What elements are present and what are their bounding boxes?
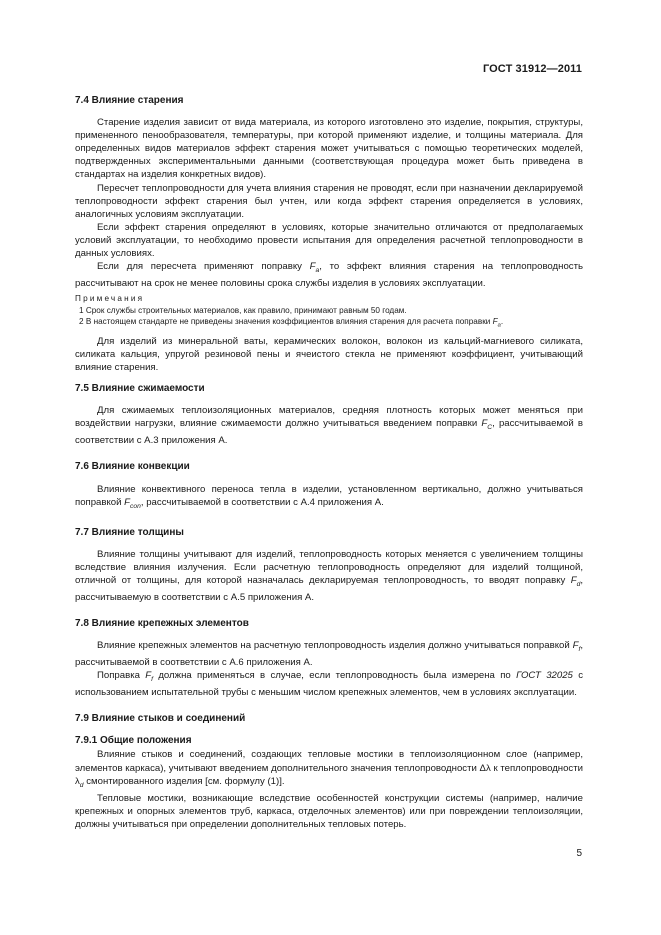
paragraph: Для изделий из минеральной ваты, керамических волокон, волокон из кальций-магниевого силиката, силиката кальция, упругой резиновой пены и ячеистого стекла не применяют коэффициент, учитывающий влияние старения. xyxy=(75,335,583,374)
standard-reference: ГОСТ 32025 xyxy=(516,670,573,682)
notes-block xyxy=(75,293,583,332)
paragraph: Влияние конвективного переноса тепла в изделии, установленном вертикально, должно учитываться поправкой $F_{con}$, рассчитываемой в соответствии с А.4 приложения А. xyxy=(75,483,583,510)
symbol-f-f: $F_f$ xyxy=(145,670,154,684)
paragraph: Тепловые мостики, возникающие вследствие особенностей конструкции системы (например, наличие крепежных и опорных элементов труб, каркаса, отделочных элементов) или при повреждении теплоизоляции, должны учитываться при определении дополнительных тепловых потерь. xyxy=(75,792,583,830)
section-heading: 7.5 Влияние сжимаемости xyxy=(75,383,205,395)
symbol-f-a: $F_a$ xyxy=(309,261,320,275)
section-7-9 xyxy=(75,712,583,831)
section-7-8 xyxy=(75,617,583,699)
notes-title: Примечания xyxy=(75,294,145,304)
symbol-f-con: $F_{con}$ xyxy=(124,496,141,510)
page-content xyxy=(75,94,583,844)
section-heading: 7.9 Влияние стыков и соединений xyxy=(75,713,246,725)
paragraph: Влияние крепежных элементов на расчетную теплопроводность изделия должно учитываться поправкой $F_f$, рассчитываемой в соответствии с А.6 приложения А. xyxy=(75,640,583,669)
symbol-f-a: $F_a$ xyxy=(492,317,501,329)
section-7-5 xyxy=(75,382,583,447)
document-header: ГОСТ 31912—2011 xyxy=(482,63,582,75)
note-item: 2 В настоящем стандарте не приведены значения коэффициентов влияния старения для расчета поправки $F_a$. xyxy=(79,317,504,329)
symbol-f-d: $F_d$ xyxy=(570,574,581,588)
paragraph: Влияние толщины учитывают для изделий, теплопроводность которых меняется с увеличением толщины вследствие влияния излучения. Если расчетную теплопроводность определяют для изделий толщиной, отличной от толщины, для которой назначалась декларируемая теплопроводность, то вводят поправку $F_d$, рассчитываемую в соответствии с А.5 приложения А. xyxy=(75,548,583,603)
paragraph: Если эффект старения определяют в условиях, которые значительно отличаются от предполагаемых условий эксплуатации, то необходимо провести испытания для определения расчетной теплопроводности в данных условиях. xyxy=(75,221,583,260)
section-heading: 7.4 Влияние старения xyxy=(75,95,184,106)
paragraph: Для сжимаемых теплоизоляционных материалов, средняя плотность которых может меняться при воздействии нагрузки, влияние сжимаемости должно учитываться введением поправки $F_C$, рассчитываемой в соответствии с А.3 приложения А. xyxy=(75,405,583,447)
section-7-4 xyxy=(75,94,583,374)
page-number: 5 xyxy=(576,848,582,859)
paragraph: Поправка $F_f$ должна применяться в случае, если теплопроводность была измерена по ГОСТ 32025 с использованием испытательной трубы с меньшим числом крепежных элементов, чем в условиях эксплуатации. xyxy=(75,670,584,699)
paragraph: Влияние стыков и соединений, создающих тепловые мостики в теплоизоляционном слое (например, элементов каркаса), учитывают введением дополнительного значения теплопроводности Δλ к теплопроводности $\lambda_d$ смонтированного изделия [см. формулу (1)]. xyxy=(75,749,583,789)
section-heading: 7.6 Влияние конвекции xyxy=(75,461,190,473)
subsection-heading: 7.9.1 Общие положения xyxy=(75,735,192,747)
section-heading: 7.8 Влияние крепежных элементов xyxy=(75,617,249,629)
paragraph: Старение изделия зависит от вида материала, из которого изготовлено это изделие, покрытия, структуры, примененного пенообразователя, температуры, при которой применяют изделие, и толщины материала. Для определенных видов материалов эффект старения может учитываться с помощью теоретических моделей, подтвержденных экспериментальными данными (соответствующая процедура может быть приведена в стандартах на изделия конкретных видов). xyxy=(75,117,583,181)
paragraph: Пересчет теплопроводности для учета влияния старения не проводят, если при назначении декларируемой теплопроводности эффект старения был учтен, или когда эффект старения определяется в условиях, аналогичных условиям эксплуатации. xyxy=(75,182,583,220)
section-7-6 xyxy=(75,460,583,512)
symbol-f-f: $F_f$ xyxy=(572,640,581,653)
symbol-f-c: $F_C$ xyxy=(481,418,493,432)
symbol-lambda-d-subscript: d xyxy=(79,781,84,789)
section-heading: 7.7 Влияние толщины xyxy=(75,526,184,538)
paragraph: Если для пересчета применяют поправку $F_a$, то эффект влияния старения на теплопроводность рассчитывают на срок не менее половины срока службы изделия в условиях эксплуатации. xyxy=(75,261,583,290)
note-item: 1 Срок службы строительных материалов, как правило, принимают равным 50 годам. xyxy=(79,306,407,316)
section-7-7 xyxy=(75,526,583,604)
